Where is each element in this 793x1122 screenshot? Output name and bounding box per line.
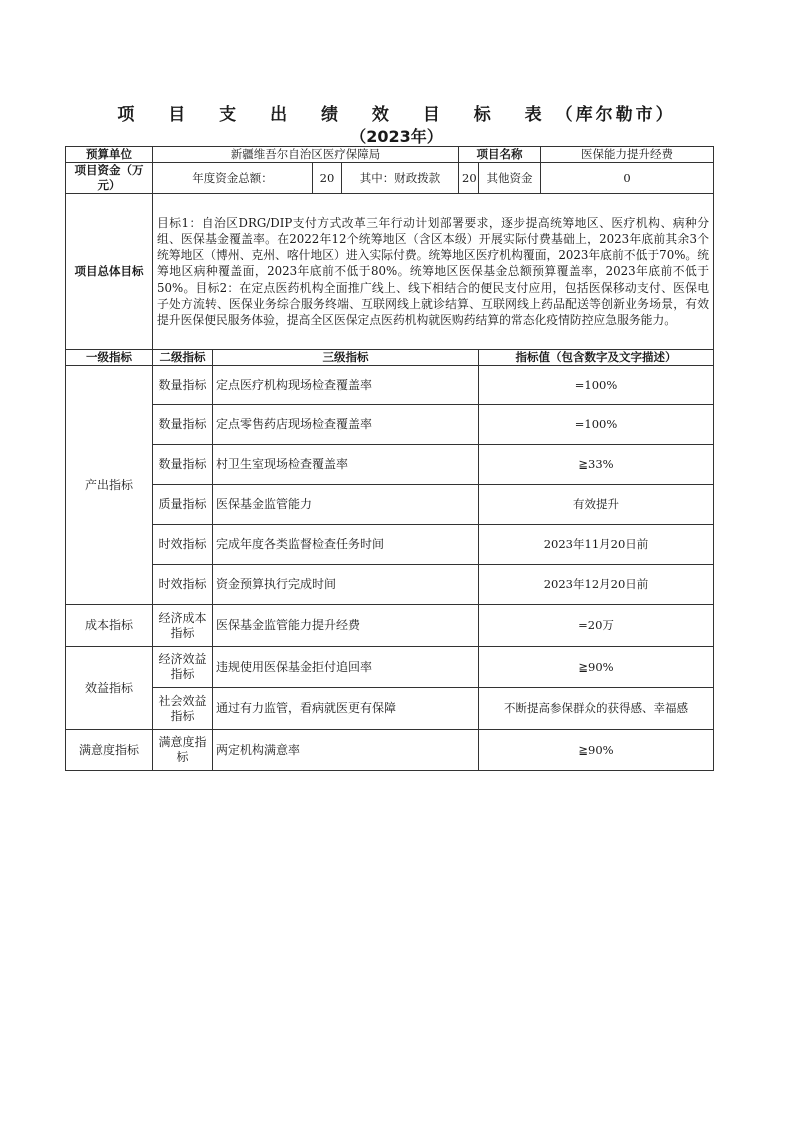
level2-cell: 经济效益指标	[153, 647, 213, 688]
project-funds-label: 项目资金（万元）	[66, 163, 153, 194]
level1-benefit: 效益指标	[66, 647, 153, 730]
table-row	[66, 525, 714, 565]
value-cell: ≧90%	[479, 730, 714, 771]
table-row	[66, 485, 714, 525]
table-row	[66, 366, 714, 405]
table-row	[66, 688, 714, 730]
budget-unit-label: 预算单位	[66, 147, 153, 163]
level2-cell: 质量指标	[153, 485, 213, 525]
value-cell: ≧90%	[479, 647, 714, 688]
budget-unit-value: 新疆维吾尔自治区医疗保障局	[153, 147, 459, 163]
level2-cell: 时效指标	[153, 565, 213, 605]
level1-cost: 成本指标	[66, 605, 153, 647]
level3-cell: 两定机构满意率	[213, 730, 479, 771]
column-header-value: 指标值（包含数字及文字描述）	[479, 350, 714, 366]
level3-cell: 村卫生室现场检查覆盖率	[213, 445, 479, 485]
table-row	[66, 405, 714, 445]
annual-total-value: 20	[313, 163, 342, 194]
column-header-level2: 二级指标	[153, 350, 213, 366]
fiscal-allocation-value: 20	[459, 163, 479, 194]
level3-cell: 定点零售药店现场检查覆盖率	[213, 405, 479, 445]
table-row	[66, 565, 714, 605]
level2-cell: 数量指标	[153, 405, 213, 445]
level2-cell: 数量指标	[153, 445, 213, 485]
table-row	[66, 730, 714, 771]
value-cell: 2023年12月20日前	[479, 565, 714, 605]
level2-cell: 时效指标	[153, 525, 213, 565]
value-cell: 有效提升	[479, 485, 714, 525]
level2-cell: 数量指标	[153, 366, 213, 405]
level3-cell: 定点医疗机构现场检查覆盖率	[213, 366, 479, 405]
level3-cell: 违规使用医保基金拒付追回率	[213, 647, 479, 688]
value-cell: 2023年11月20日前	[479, 525, 714, 565]
value-cell: ≧33%	[479, 445, 714, 485]
table-row	[66, 445, 714, 485]
column-header-level3: 三级指标	[213, 350, 479, 366]
page-title: 项 目 支 出 绩 效 目 标 表（库尔勒市）	[117, 105, 676, 125]
level2-cell: 满意度指标	[153, 730, 213, 771]
column-header-level1: 一级指标	[66, 350, 153, 366]
project-name-value: 医保能力提升经费	[541, 147, 714, 163]
value-cell: =20万	[479, 605, 714, 647]
overall-goal-label: 项目总体目标	[66, 194, 153, 350]
level3-cell: 资金预算执行完成时间	[213, 565, 479, 605]
value-cell: 不断提高参保群众的获得感、幸福感	[479, 688, 714, 730]
performance-target-table	[65, 146, 714, 771]
level3-cell: 通过有力监管，看病就医更有保障	[213, 688, 479, 730]
value-cell: =100%	[479, 366, 714, 405]
page-subtitle-year: （2023年）	[350, 127, 443, 146]
value-cell: =100%	[479, 405, 714, 445]
overall-goal-text: 目标1：自治区DRG/DIP支付方式改革三年行动计划部署要求，逐步提高统筹地区、医疗机构、病种分组、医保基金覆盖率。在2022年12个统筹地区（含区本级）开展实际付费基础上，2023年底前其余3个统筹地区（博州、克州、喀什地区）进入实际付费。统筹地区医疗机构覆面，2023年底前不低于70%。统筹地区病种覆盖面，2023年底前不低于80%。统筹地区医保基金总额预算覆盖率，2023年底前不低于50%。目标2：在定点医药机构全面推广线上、线下相结合的便民支付应用，包括医保移动支付、医保电子处方流转、医保业务综合服务终端、互联网线上就诊结算、互联网线上药品配送等创新业务场景，有效提升医保便民服务体验，提高全区医保定点医药机构就医购药结算的常态化疫情防控应急服务能力。	[153, 194, 714, 350]
other-funds-label: 其他资金	[479, 163, 541, 194]
fiscal-allocation-label: 其中：财政拨款	[342, 163, 459, 194]
level3-cell: 医保基金监管能力	[213, 485, 479, 525]
other-funds-value: 0	[541, 163, 714, 194]
level1-output: 产出指标	[66, 366, 153, 605]
level3-cell: 完成年度各类监督检查任务时间	[213, 525, 479, 565]
level3-cell: 医保基金监管能力提升经费	[213, 605, 479, 647]
level1-satisfaction: 满意度指标	[66, 730, 153, 771]
level2-cell: 社会效益指标	[153, 688, 213, 730]
project-name-label: 项目名称	[459, 147, 541, 163]
level2-cell: 经济成本指标	[153, 605, 213, 647]
annual-total-label: 年度资金总额：	[153, 163, 313, 194]
table-row	[66, 647, 714, 688]
table-row	[66, 605, 714, 647]
